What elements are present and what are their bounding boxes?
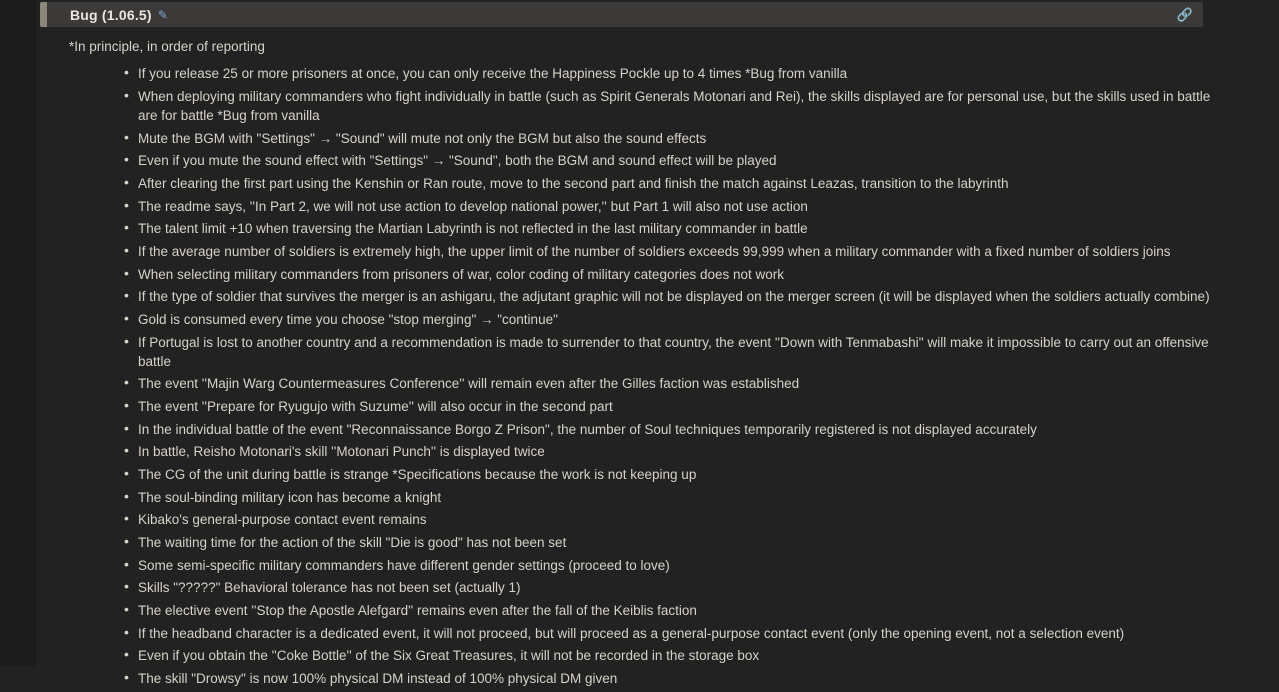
- list-item: • The event ''Majin Warg Countermeasures Conference'' will remain even after the Gilles faction was established: [124, 374, 1220, 393]
- list-item: • When selecting military commanders from prisoners of war, color coding of military categories does not work: [124, 265, 1220, 284]
- list-item: • In the individual battle of the event "Reconnaissance Borgo Z Prison", the number of Soul techniques temporarily registered is not displayed accurately: [124, 420, 1220, 439]
- list-item: • Mute the BGM with "Settings" → "Sound" will mute not only the BGM but also the sound effects: [124, 129, 1220, 148]
- list-item: • If the average number of soldiers is extremely high, the upper limit of the number of soldiers exceeds 99,999 when a military commander with a fixed number of soldiers joins: [124, 242, 1220, 261]
- header-accent-bar: [40, 2, 47, 27]
- list-item: • Kibako's general-purpose contact event remains: [124, 510, 1220, 529]
- intro-note: *In principle, in order of reporting: [69, 39, 265, 54]
- bug-list: [40, 64, 1220, 688]
- list-item: • If the type of soldier that survives the merger is an ashigaru, the adjutant graphic will not be displayed on the merger screen (it will be displayed when the soldiers actually combine): [124, 287, 1220, 306]
- list-item: • The CG of the unit during battle is strange *Specifications because the work is not keeping up: [124, 465, 1220, 484]
- list-item: • The soul-binding military icon has become a knight: [124, 488, 1220, 507]
- article-body: [40, 30, 1220, 692]
- list-item: • Even if you mute the sound effect with "Settings" → "Sound", both the BGM and sound effect will be played: [124, 151, 1220, 170]
- list-item: • Even if you obtain the ''Coke Bottle'' of the Six Great Treasures, it will not be recorded in the storage box: [124, 646, 1220, 665]
- list-item: • The elective event ''Stop the Apostle Alefgard'' remains even after the fall of the Keiblis faction: [124, 601, 1220, 620]
- list-item: • The skill "Drowsy" is now 100% physical DM instead of 100% physical DM given: [124, 669, 1220, 688]
- page-title: Bug (1.06.5): [70, 6, 152, 23]
- list-item: • When deploying military commanders who fight individually in battle (such as Spirit Generals Motonari and Rei), the skills displayed are for personal use, but the skills used in battle are for battle *Bug from vanilla: [124, 87, 1220, 125]
- list-item: • Skills "?????" Behavioral tolerance has not been set (actually 1): [124, 578, 1220, 597]
- list-item: • The waiting time for the action of the skill "Die is good" has not been set: [124, 533, 1220, 552]
- list-item: • If the headband character is a dedicated event, it will not proceed, but will proceed as a general-purpose contact event (only the opening event, not a selection event): [124, 624, 1220, 643]
- list-item: • If you release 25 or more prisoners at once, you can only receive the Happiness Pockle up to 4 times *Bug from vanilla: [124, 64, 1220, 83]
- left-gutter: [0, 0, 36, 666]
- list-item: • If Portugal is lost to another country and a recommendation is made to surrender to that country, the event ''Down with Tenmabashi'' will make it impossible to carry out an offensive battle: [124, 333, 1220, 371]
- list-item: • After clearing the first part using the Kenshin or Ran route, move to the second part and finish the match against Leazas, transition to the labyrinth: [124, 174, 1220, 193]
- list-item: • Some semi-specific military commanders have different gender settings (proceed to love): [124, 556, 1220, 575]
- section-header[interactable]: [40, 2, 1203, 27]
- list-item: • The event ''Prepare for Ryugujo with Suzume'' will also occur in the second part: [124, 397, 1220, 416]
- list-item: • The talent limit +10 when traversing the Martian Labyrinth is not reflected in the last military commander in battle: [124, 219, 1220, 238]
- list-item: • The readme says, ''In Part 2, we will not use action to develop national power,'' but Part 1 will also not use action: [124, 197, 1220, 216]
- link-icon[interactable]: 🔗: [1176, 6, 1193, 22]
- list-item: • In battle, Reisho Motonari's skill ''Motonari Punch'' is displayed twice: [124, 442, 1220, 461]
- list-item: • Gold is consumed every time you choose "stop merging" → "continue": [124, 310, 1220, 329]
- pencil-icon[interactable]: ✎: [157, 7, 168, 22]
